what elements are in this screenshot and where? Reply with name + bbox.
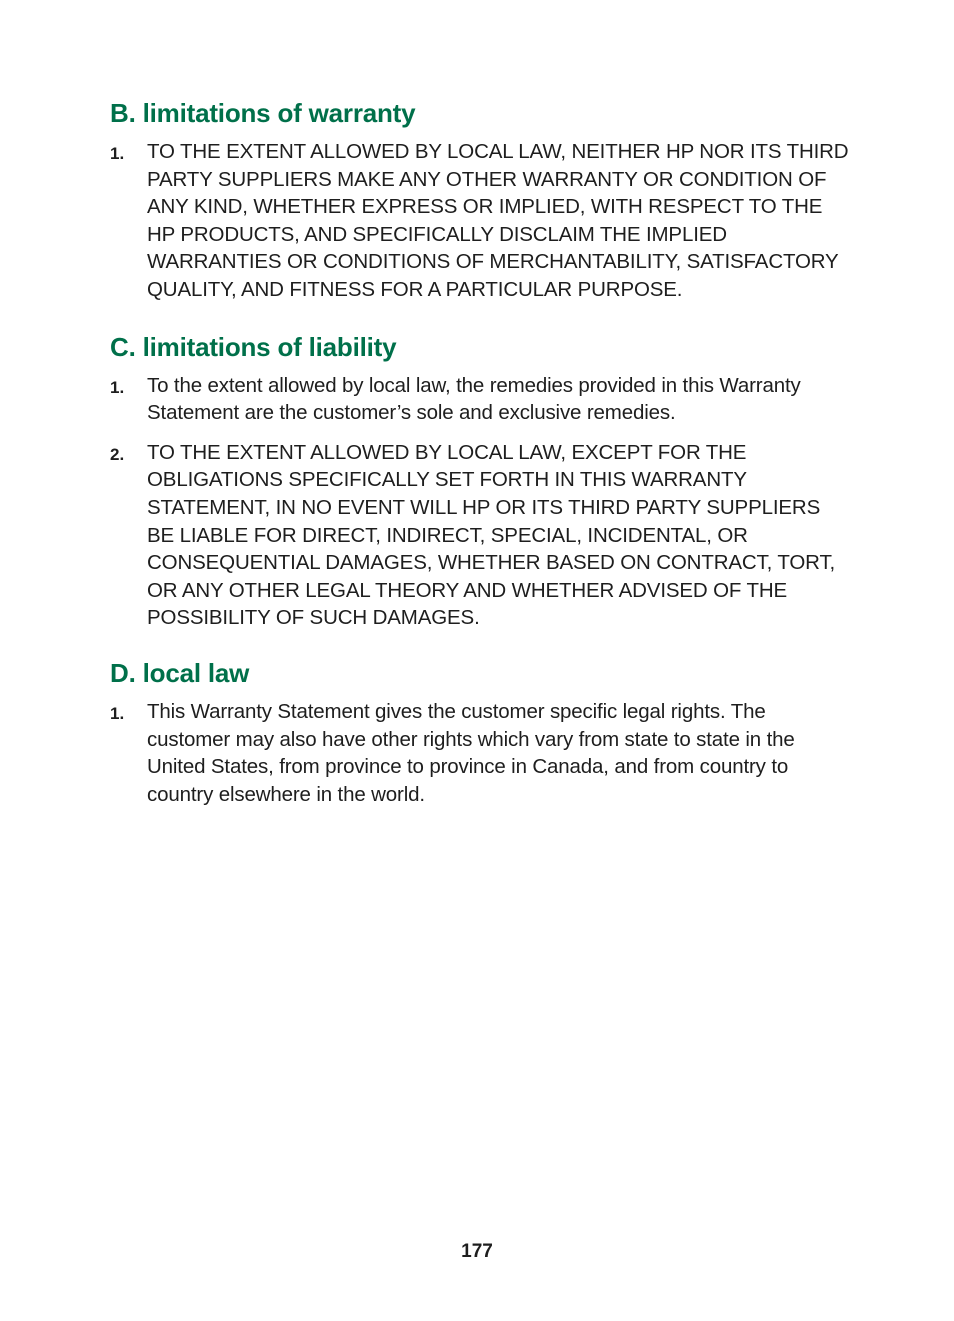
section-heading: B. limitations of warranty: [110, 98, 416, 128]
list-item: [110, 372, 850, 427]
item-text: To the extent allowed by local law, the remedies provided in this Warranty Statement are the customer’s sole and exclusive remedies.: [147, 373, 801, 425]
list-item: [110, 698, 850, 808]
item-text: TO THE EXTENT ALLOWED BY LOCAL LAW, NEITHER HP NOR ITS THIRD PARTY SUPPLIERS MAKE ANY OTHER WARRANTY OR CONDITION OF ANY KIND, WHETHER EXPRESS OR IMPLIED, WITH RESPECT TO THE HP PRODUCTS, AND SPECIFICALLY DISCLAIM THE IMPLIED WARRANTIES OR CONDITIONS OF MERCHANTABILITY, SATISFACTORY QUALITY, AND FITNESS FOR A PARTICULAR PURPOSE.: [147, 140, 849, 301]
section-heading: C. limitations of liability: [110, 331, 397, 362]
item-number: 2.: [110, 444, 125, 464]
list-item: [110, 439, 850, 632]
document-body: [110, 96, 850, 832]
item-number: 1.: [110, 377, 125, 397]
section-limitations-of-liability: [110, 330, 850, 632]
item-text: This Warranty Statement gives the customer specific legal rights. The customer may also have other rights which vary from state to state in the United States, from province to province in Canada, and from country to country elsewhere in the world.: [147, 699, 795, 806]
section-local-law: [110, 656, 850, 808]
page-number: 177: [461, 1241, 493, 1262]
section-heading: D. local law: [110, 657, 250, 688]
item-number: 1.: [110, 144, 125, 163]
item-number: 1.: [110, 703, 125, 723]
list-item: [110, 138, 850, 304]
item-text: TO THE EXTENT ALLOWED BY LOCAL LAW, EXCEPT FOR THE OBLIGATIONS SPECIFICALLY SET FORTH IN THIS WARRANTY STATEMENT, IN NO EVENT WILL HP OR ITS THIRD PARTY SUPPLIERS BE LIABLE FOR DIRECT, INDIRECT, SPECIAL, INCIDENTAL, OR CONSEQUENTIAL DAMAGES, WHETHER BASED ON CONTRACT, TORT, OR ANY OTHER LEGAL THEORY AND WHETHER ADVISED OF THE POSSIBILITY OF SUCH DAMAGES.: [147, 440, 836, 630]
section-limitations-of-warranty: [110, 96, 850, 304]
